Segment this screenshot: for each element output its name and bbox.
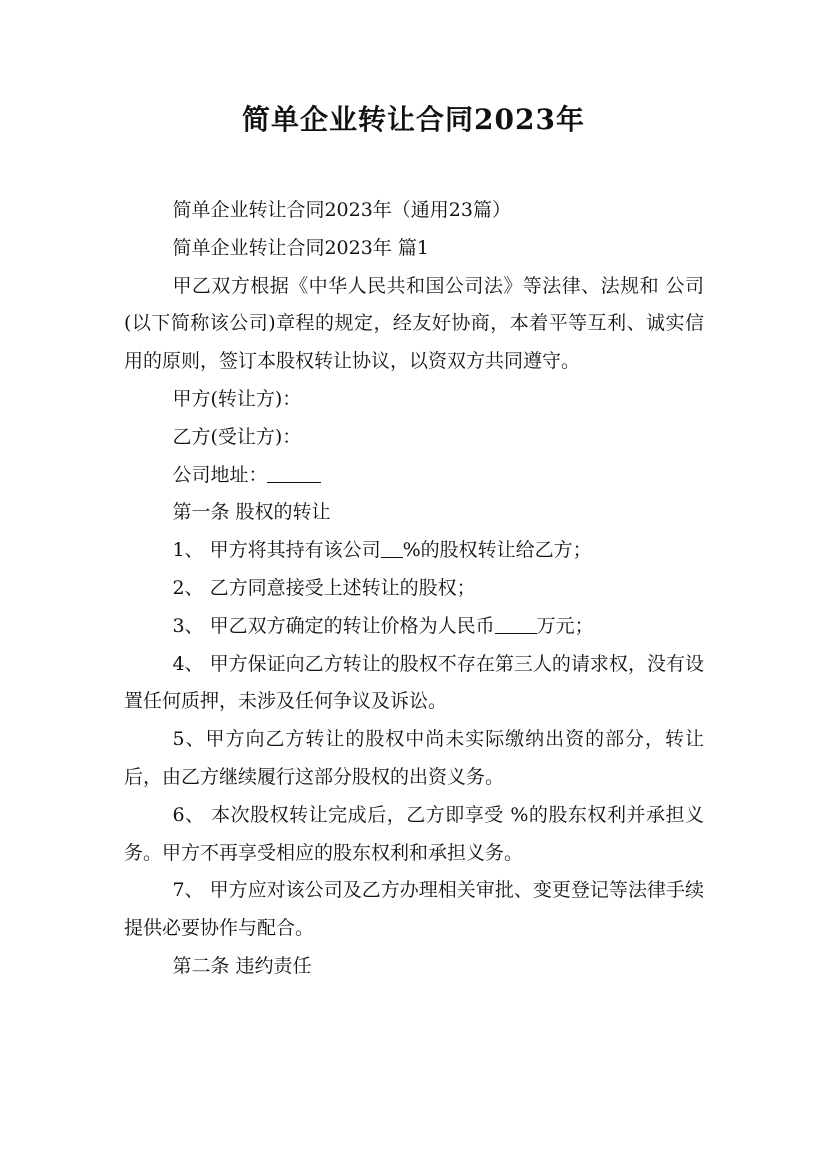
paragraph-subtitle: 简单企业转让合同2023年（通用23篇） xyxy=(172,199,511,221)
document-title: 简单企业转让合同2023年 xyxy=(242,103,585,136)
paragraph-clause-6: 6、 本次股权转让完成后，乙方即享受 %的股东权利并承担义务。甲方不再享受相应的股东权利和承担义务。 xyxy=(124,803,704,864)
clause-1-text-a: 1、 甲方将其持有该公司 xyxy=(172,539,381,562)
paragraph-preamble: 甲乙双方根据《中华人民共和国公司法》等法律、法规和 公司(以下简称该公司)章程的规定，经友好协商，本着平等互利、诚实信用的原则，签订本股权转让协议，以资双方共同遵守。 xyxy=(124,274,704,373)
paragraph-clause-5: 5、甲方向乙方转让的股权中尚未实际缴纳出资的部分，转让后，由乙方继续履行这部分股权的出资义务。 xyxy=(124,728,704,788)
company-address-label: 公司地址： xyxy=(172,463,268,486)
paragraph-article-1-heading: 第一条 股权的转让 xyxy=(172,501,331,524)
clause-3-text-a: 3、 甲乙双方确定的转让价格为人民币 xyxy=(172,614,495,637)
paragraph-article-2-heading: 第二条 违约责任 xyxy=(172,954,312,977)
paragraph-section-heading: 简单企业转让合同2023年 篇1 xyxy=(172,236,429,259)
paragraph-party-a: 甲方(转让方)： xyxy=(172,387,302,410)
paragraph-company-address xyxy=(124,457,704,495)
share-percent-blank xyxy=(381,538,403,558)
paragraph-clause-2: 2、 乙方同意接受上述转让的股权； xyxy=(172,576,476,599)
paragraph-clause-7: 7、 甲方应对该公司及乙方办理相关审批、变更登记等法律手续提供必要协作与配合。 xyxy=(124,879,704,940)
price-blank xyxy=(495,614,537,634)
paragraph-party-b: 乙方(受让方)： xyxy=(172,425,302,448)
paragraph-clause-3 xyxy=(124,608,704,646)
clause-1-text-b: %的股权转让给乙方； xyxy=(402,539,592,562)
paragraph-clause-1 xyxy=(124,532,704,570)
clause-3-text-b: 万元； xyxy=(536,614,594,637)
document-body xyxy=(124,192,704,986)
paragraph-clause-4: 4、 甲方保证向乙方转让的股权不存在第三人的请求权，没有设置任何质押，未涉及任何争议及诉讼。 xyxy=(124,652,704,713)
company-address-blank xyxy=(267,463,321,483)
